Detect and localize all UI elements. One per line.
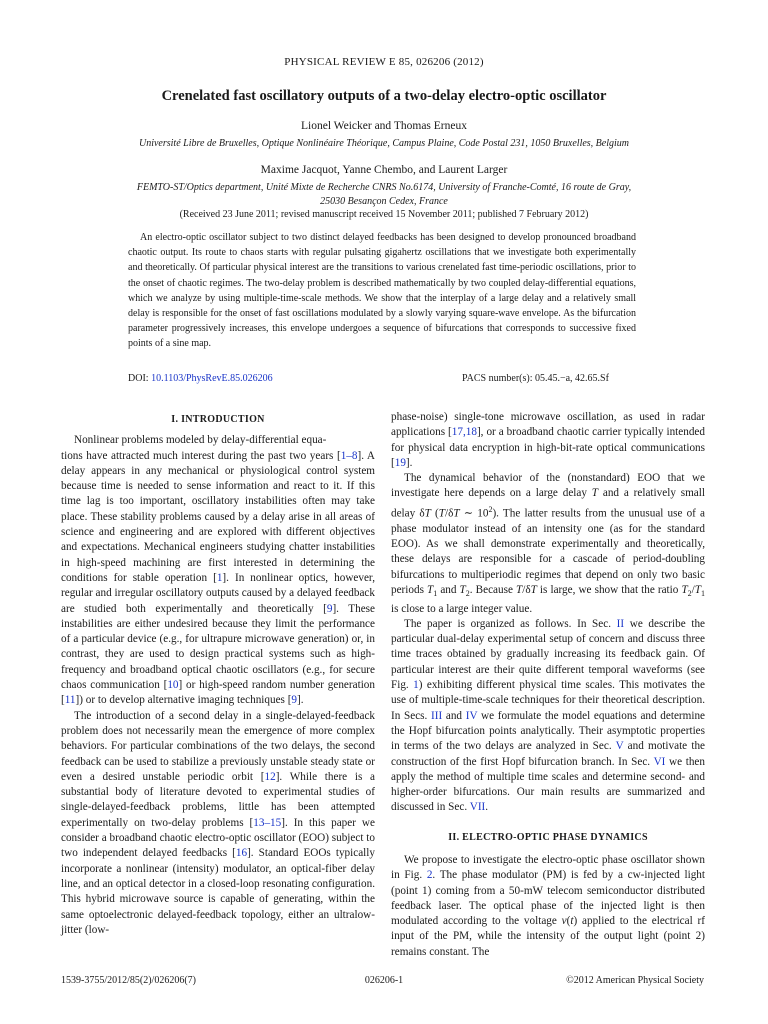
right-column [391,410,705,960]
intro-paragraph-2: The introduction of a second delay in a single-delayed-feedback problem does not necessarily mean the emergence of more complex behaviors. For particular combinations of the two delays, the second feedback can be used to stabilize a previously unstable steady state or even a desired unstable periodic orbit [12]. While there is a substantial body of literature devoted to experimental studies of single-delayed-feedback problems, little has been attempted experimentally on two-delay problems [13–15]. In this paper we consider a broadband chaotic electro-optic oscillator (EOO) subject to two independent delayed feedbacks [16]. Standard EOOs typically incorporate a nonlinear (intensity) modulator, an optical-fiber delay line, and an optical detector in a closed-loop resonating configuration. This hybrid microwave source is capable of generating, within the same optoelectronic delayed-feedback topology, either an ultralow-jitter (low- [61,709,375,936]
pacs-numbers: PACS number(s): 05.45.−a, 42.65.Sf [462,373,609,384]
authors-group-2: Maxime Jacquot, Yanne Chembo, and Laurent Larger [260,164,508,176]
doi-link[interactable]: 10.1103/PhysRevE.85.026206 [151,373,273,384]
intro-paragraph-3: The dynamical behavior of the (nonstandard) EOO that we investigate here depends on a large delay T and a relatively small delay δT (T/δT ∼ $10^2$). The latter results from the unusual use of a phase modulator instead of an intensity one (as for the standard EOO). As we shall demonstrate experimentally and theoretically, these delays are responsible for a cascade of period-doubling bifurcations to multiperiodic regimes that depend on only two basic periods $T_1$ and $T_2$. Because T/δT is large, we show that the ratio $T_2/T_1$ is close to a large integer value. [391,472,706,615]
footer-copyright: ©2012 American Physical Society [566,975,704,986]
abstract [128,230,636,352]
footer-issn: 1539-3755/2012/85(2)/026206(7) [61,975,196,986]
affiliation-1: Université Libre de Bruxelles, Optique Nonlinéaire Théorique, Campus Plaine, Code Postal 231, 1050 Bruxelles, Belgium [138,138,630,149]
journal-reference: PHYSICAL REVIEW E 85, 026206 (2012) [284,56,484,68]
received-dates: (Received 23 June 2011; revised manuscript received 15 November 2011; published 7 February 2012) [179,209,589,220]
paper-title: Crenelated fast oscillatory outputs of a two-delay electro-optic oscillator [161,88,607,104]
affiliation-2-line-2: 25030 Besançon Cedex, France [320,196,448,207]
intro-paragraph-1: Nonlinear problems modeled by delay-differential equa- tions have attracted much interest during the past two years [1–8]. A delay appears in any mechanical or physiological control system because time is needed to sense information and react to it. If this time lag is too important, oscillatory instabilities often may take place. These stability problems caused by a delay arise in all areas of science and engineering and are explored with different objectives and expectations. Mechanical engineers studying chatter instabilities in high-speed machining are first interested in determining the conditions for stable operation [1]. In nonlinear optics, however, regular and irregular oscillatory outputs caused by a delayed feedback are studied both experimentally and theoretically [9]. These instabilities are either undesired because they limit the performance of a particular device (e.g., for ultrapure microwave generation) or, in contrast, they are used to design practical systems such as high-frequency and broadband optical chaotic oscillators (e.g., for secure chaos communication [10] or high-speed random number generation [11]) or to develop alternative imaging techniques [9]. [61,434,376,707]
section-heading-electro-optic: II. ELECTRO-OPTIC PHASE DYNAMICS [448,831,648,843]
section2-paragraph-1: We propose to investigate the electro-optic phase oscillator shown in Fig. 2. The phase modulator (PM) is fed by a cw-injected light (point 1) coming from a 50-mW telecom semiconductor distributed feedback laser. The optical phase of the injected light is then modulated according to the voltage v(t) applied to the electrical rf input of the PM, while the intensity of the output light (point 2) remains constant. The [391,853,705,958]
affiliation-2-line-1: FEMTO-ST/Optics department, Unité Mixte de Recherche CNRS No.6174, University of Franche-Comté, 16 route de Gray, [136,182,632,193]
abstract-text: An electro-optic oscillator subject to two distinct delayed feedbacks has been designed to develop pronounced broadband chaotic output. Its route to chaos starts with regular pulsating gigahertz oscillations that we investigate both experimentally and theoretically. Of particular physical interest are the transitions to various crenelated fast time-periodic oscillations, prior to the onset of chaotic regimes. The two-delay problem is described mathematically by two coupled delay-differential equations, which we analyze by using multiple-time-scale methods. We show that the interplay of a large delay and a relatively small delay is responsible for the onset of fast oscillations modulated by a slowly varying square-wave envelope. As the bifurcation parameter progressively increases, this envelope undergoes a sequence of bifurcations that corresponds to successive fixed points of a sine map. [128,232,636,350]
authors-group-1: Lionel Weicker and Thomas Erneux [301,120,467,132]
intro-paragraph-4: The paper is organized as follows. In Sec. II we describe the particular dual-delay experimental setup of concern and discuss three time traces obtained by gradually increasing its feedback gain. Of particular interest are their quite different temporal waveforms (see Fig. 1) exhibiting different physical time scales. This motivates the use of multiple-time-scale techniques for their theoretical description. In Secs. III and IV we formulate the model equations and determine the Hopf bifurcation points analytically. Their asymptotic properties in terms of the two delays are analyzed in Sec. V and motivate the construction of the first Hopf bifurcation branch. In Sec. VI we then apply the method of multiple time scales and determine second- and higher-order bifurcations. Our main results are summarized and discussed in Sec. VII. [391,617,706,814]
doi-label: DOI: [128,373,149,384]
intro-paragraph-2-continued: phase-noise) single-tone microwave oscillation, as used in radar applications [17,18], or a broadband chaotic carrier typically intended for physical data encryption in high-bit-rate optical communications [19]. [391,411,705,469]
section-heading-introduction: I. INTRODUCTION [171,414,265,425]
left-column [61,412,375,938]
footer-page-number: 026206-1 [364,975,404,986]
doi [128,373,273,384]
